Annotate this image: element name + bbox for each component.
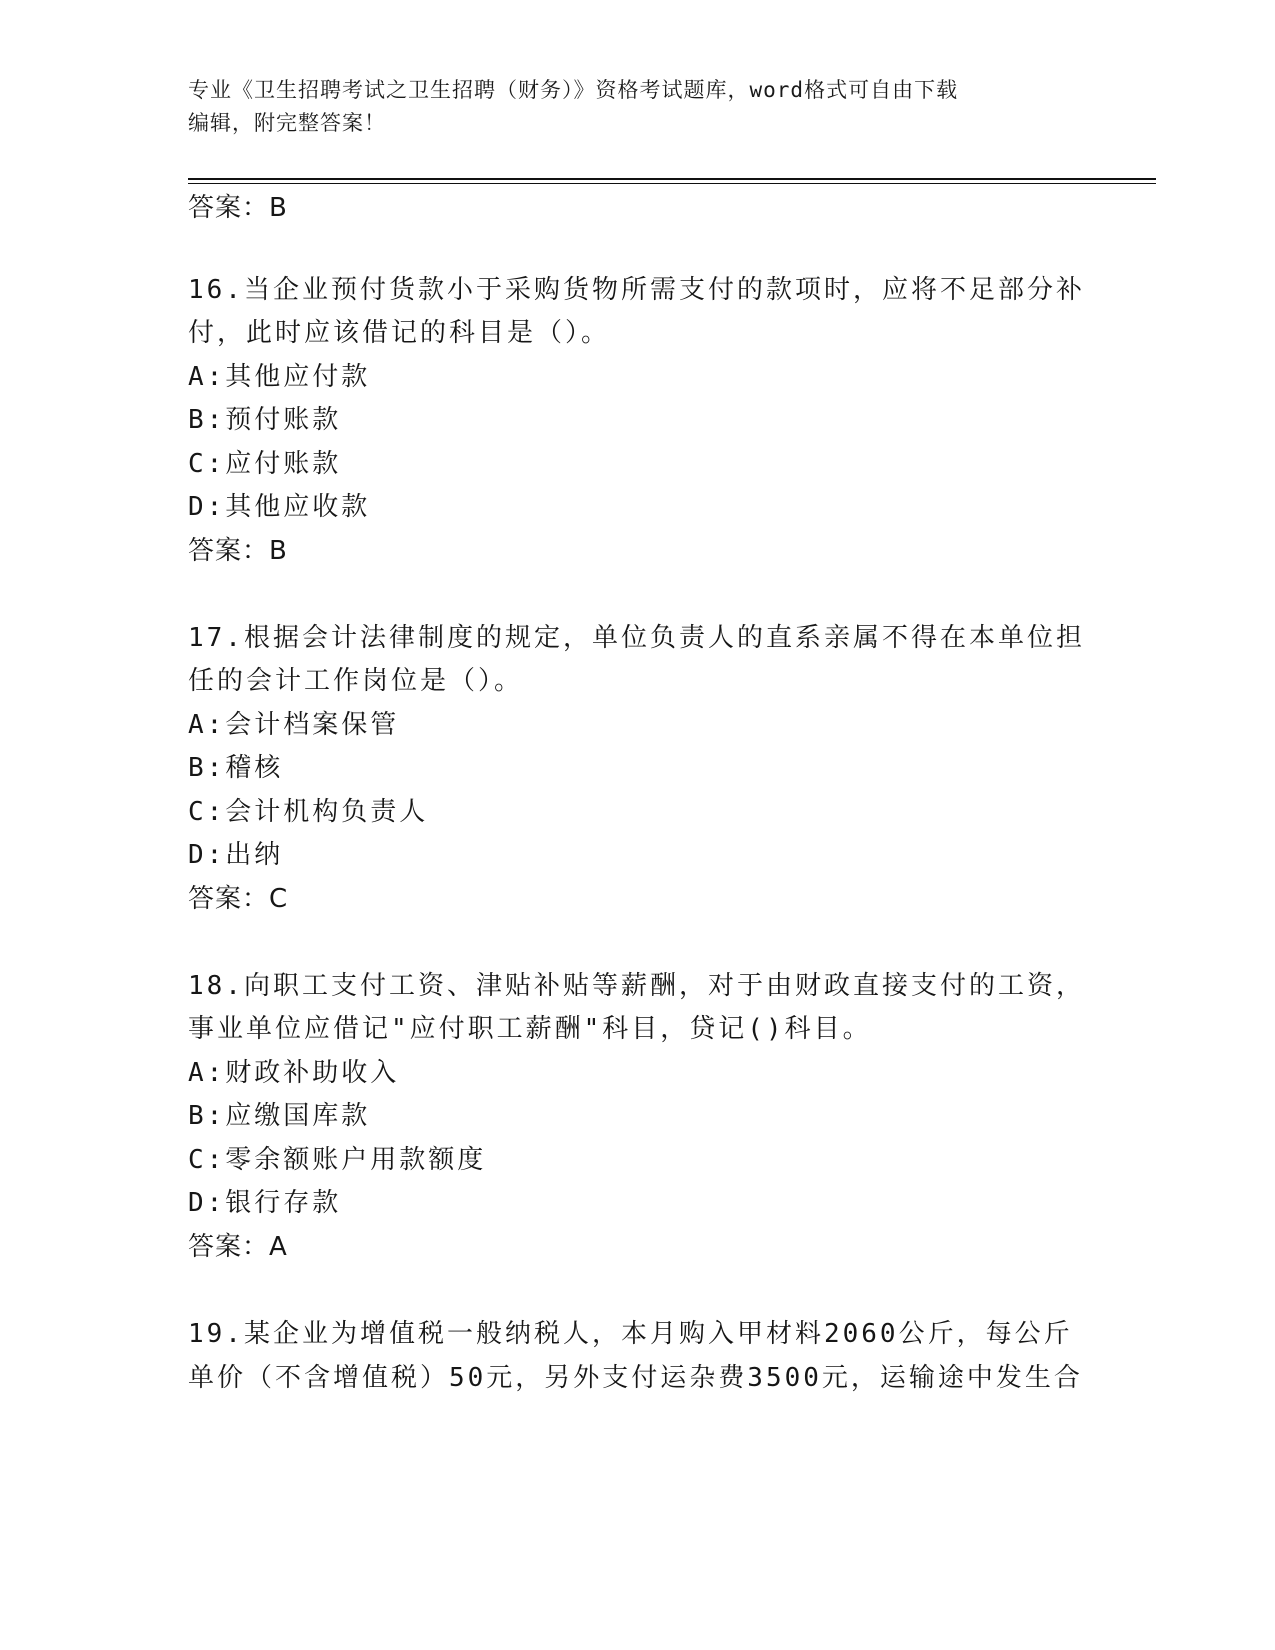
question-17-answer: 答案：C [188, 884, 289, 914]
question-17-option-c: C:会计机构负责人 [188, 797, 429, 827]
question-19-stem-line-2: 单价（不含增值税）50元，另外支付运杂费3500元，运输途中发生合 [188, 1363, 1083, 1393]
document-header [188, 74, 1088, 140]
question-18-stem-line-2: 事业单位应借记"应付职工薪酬"科目，贷记()科目。 [188, 1014, 872, 1044]
question-16-option-a: A:其他应付款 [188, 362, 371, 392]
header-rule-thick [188, 178, 1156, 180]
question-17-option-d: D:出纳 [188, 840, 284, 870]
question-16-option-d: D:其他应收款 [188, 492, 371, 522]
question-16-option-c: C:应付账款 [188, 449, 342, 479]
question-18-option-b: B:应缴国库款 [188, 1101, 371, 1131]
answer-previous: 答案：B [188, 193, 288, 223]
question-18-option-c: C:零余额账户用款额度 [188, 1145, 487, 1175]
header-line-1: 专业《卫生招聘考试之卫生招聘（财务）》资格考试题库，word格式可自由下载 [188, 78, 959, 102]
header-rule-thin [188, 183, 1156, 184]
question-17-stem-line-2: 任的会计工作岗位是（）。 [188, 666, 524, 696]
question-16-stem-line-2: 付，此时应该借记的科目是（）。 [188, 318, 611, 348]
question-18-option-d: D:银行存款 [188, 1188, 342, 1218]
question-18-answer: 答案：A [188, 1232, 288, 1262]
question-16-stem-line-1: 16.当企业预付货款小于采购货物所需支付的款项时，应将不足部分补 [188, 275, 1085, 305]
question-17-option-a: A:会计档案保管 [188, 710, 400, 740]
question-18-stem-line-1: 18.向职工支付工资、津贴补贴等薪酬，对于由财政直接支付的工资， [188, 971, 1085, 1001]
question-16-option-b: B:预付账款 [188, 405, 342, 435]
header-line-2: 编辑，附完整答案！ [188, 111, 386, 135]
question-17-stem-line-1: 17.根据会计法律制度的规定，单位负责人的直系亲属不得在本单位担 [188, 623, 1085, 653]
question-19-stem-line-1: 19.某企业为增值税一般纳税人，本月购入甲材料2060公斤，每公斤 [188, 1319, 1073, 1349]
question-18-option-a: A:财政补助收入 [188, 1058, 400, 1088]
question-17-option-b: B:稽核 [188, 753, 284, 783]
question-16-answer: 答案：B [188, 536, 288, 566]
